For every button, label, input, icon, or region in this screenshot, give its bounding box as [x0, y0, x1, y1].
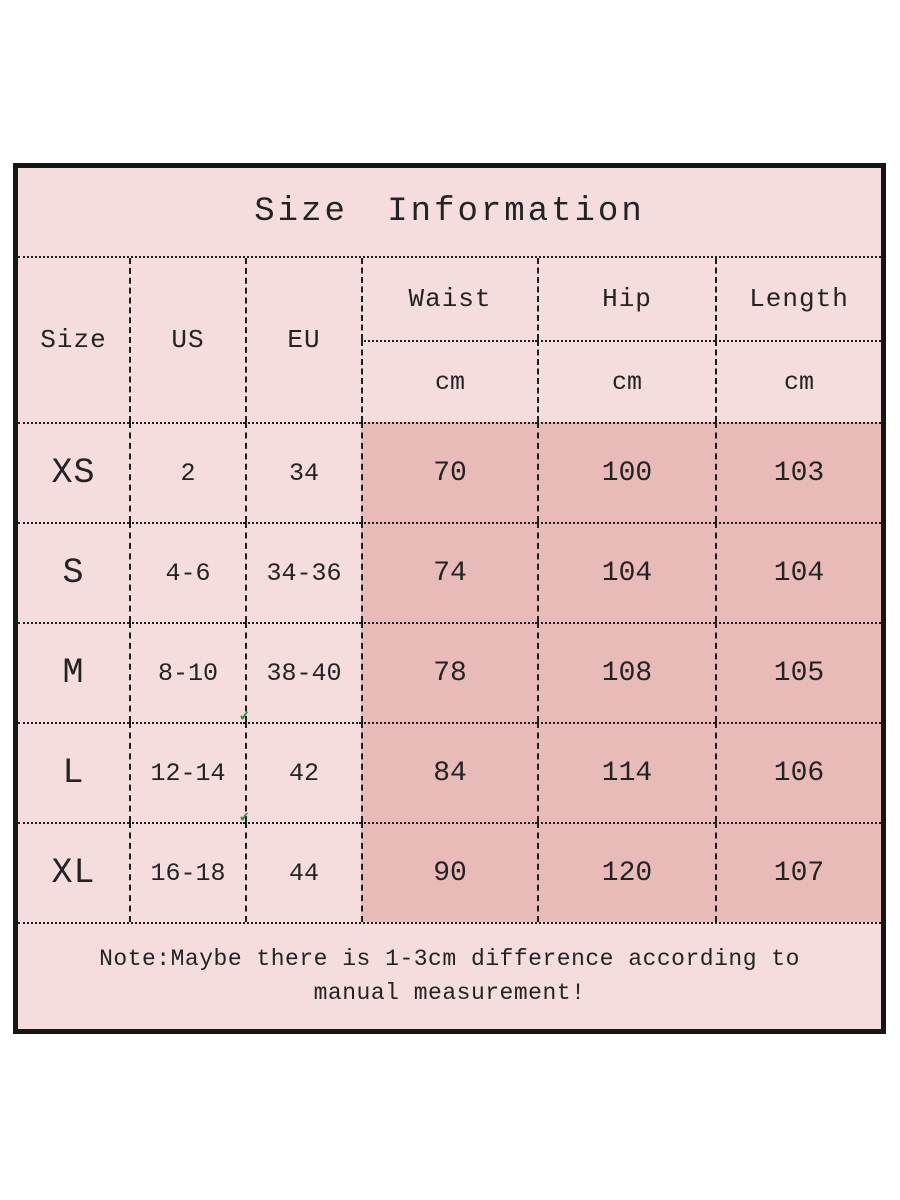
us-value: 12-14: [129, 722, 245, 822]
size-chart-table: [18, 168, 881, 1029]
column-header-eu: EU: [245, 258, 361, 422]
size-chart-sheet: [13, 163, 886, 1034]
length-value: 104: [715, 522, 881, 622]
us-value: 16-18: [129, 822, 245, 922]
size-label: XL: [18, 822, 129, 922]
size-label: M: [18, 622, 129, 722]
length-value: 103: [715, 422, 881, 522]
hip-value: 104: [537, 522, 715, 622]
column-header-waist: Waist: [361, 258, 537, 340]
us-value: 2: [129, 422, 245, 522]
length-value: 106: [715, 722, 881, 822]
column-header-hip: Hip: [537, 258, 715, 340]
eu-value: 44: [245, 822, 361, 922]
eu-value: 34: [245, 422, 361, 522]
hip-value: 108: [537, 622, 715, 722]
size-label: XS: [18, 422, 129, 522]
eu-value: 42: [245, 722, 361, 822]
waist-value: 78: [361, 622, 537, 722]
page-title: Size Information: [18, 168, 881, 258]
hip-value: 120: [537, 822, 715, 922]
hip-value: 114: [537, 722, 715, 822]
waist-value: 70: [361, 422, 537, 522]
measurement-note: Note:Maybe there is 1-3cm difference according to manual measurement!: [18, 922, 881, 1029]
length-value: 107: [715, 822, 881, 922]
check-icon: ✔: [239, 707, 250, 726]
waist-value: 84: [361, 722, 537, 822]
size-label: S: [18, 522, 129, 622]
column-header-length: Length: [715, 258, 881, 340]
eu-value: 34-36: [245, 522, 361, 622]
column-header-us: US: [129, 258, 245, 422]
unit-label-waist: cm: [361, 340, 537, 422]
us-value: 8-10: [129, 622, 245, 722]
length-value: 105: [715, 622, 881, 722]
size-label: L: [18, 722, 129, 822]
check-icon: ✔: [239, 808, 250, 827]
waist-value: 90: [361, 822, 537, 922]
unit-label-hip: cm: [537, 340, 715, 422]
waist-value: 74: [361, 522, 537, 622]
us-value: 4-6: [129, 522, 245, 622]
column-header-size: Size: [40, 325, 107, 355]
hip-value: 100: [537, 422, 715, 522]
unit-label-length: cm: [715, 340, 881, 422]
eu-value: 38-40: [245, 622, 361, 722]
